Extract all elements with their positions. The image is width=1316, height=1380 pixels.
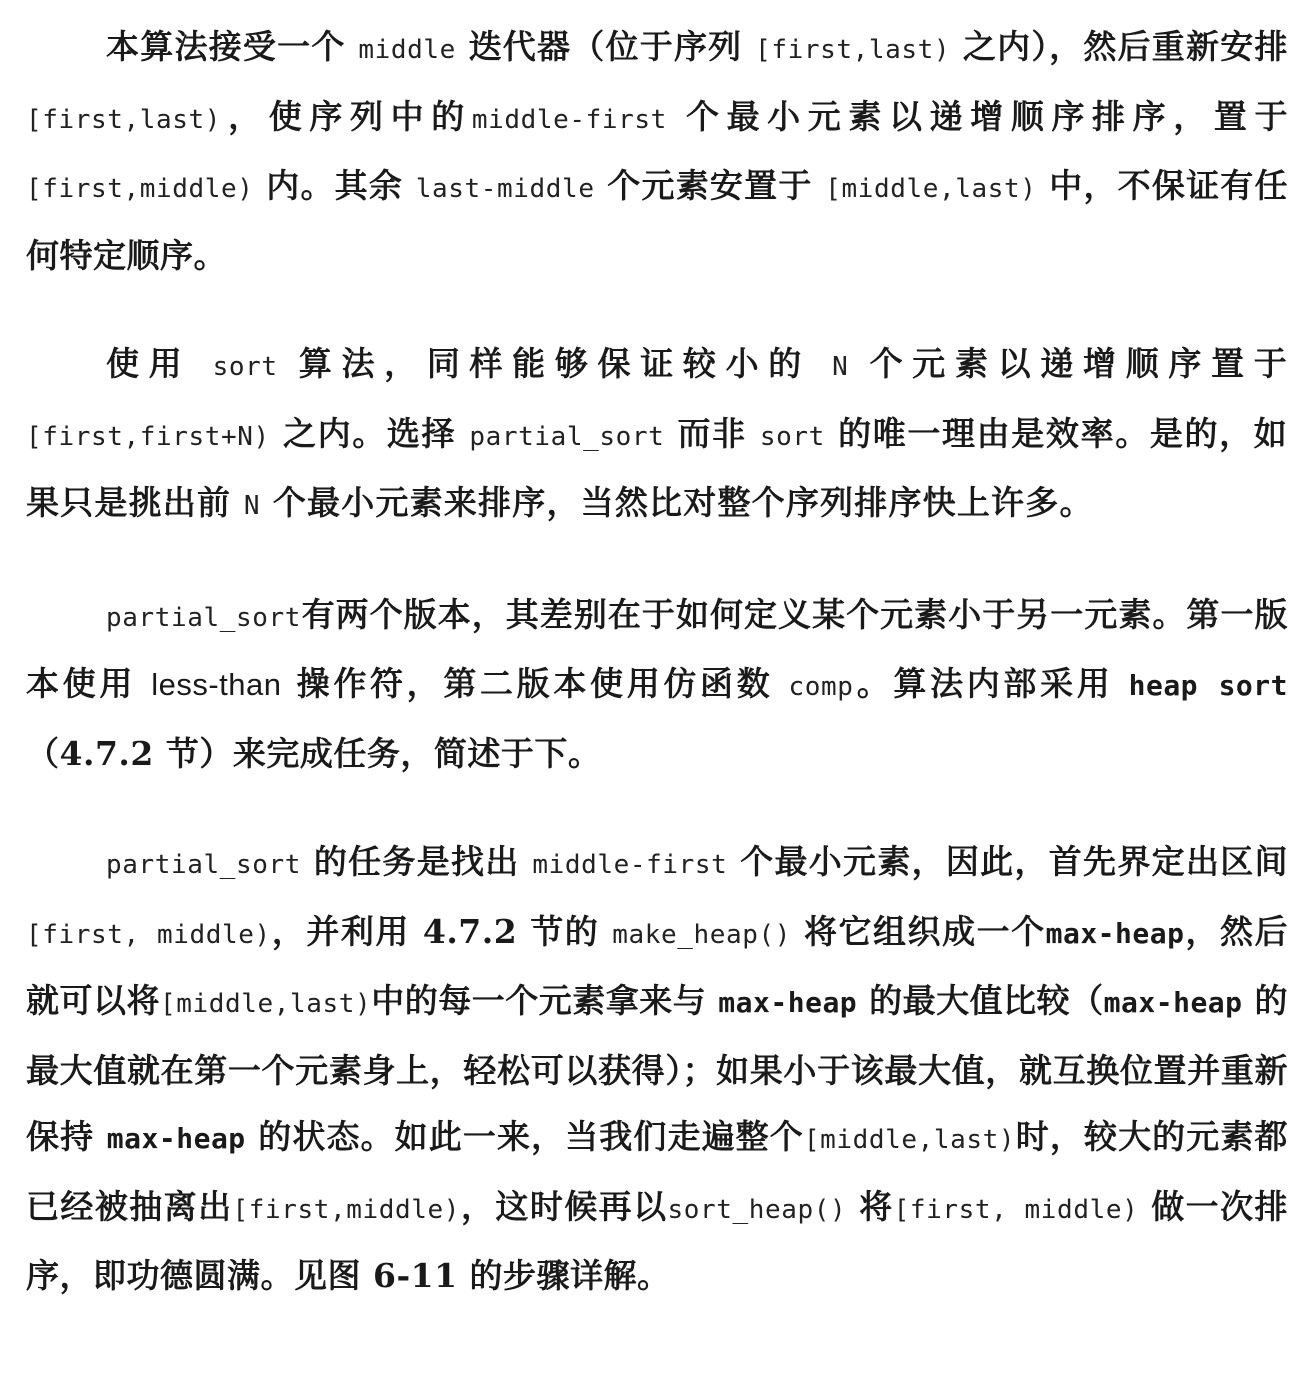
code-term: N: [832, 352, 849, 382]
code-term: sort: [759, 421, 825, 452]
code-term: partial_sort: [106, 602, 302, 633]
text-run: 中的每一个元素拿来与: [371, 981, 719, 1020]
code-term: middle-first: [532, 850, 728, 880]
code-term: [first, middle): [893, 1194, 1139, 1225]
text-run: 的状态。如此一来，当我们走遍整个: [245, 1117, 804, 1156]
keyword-term: max-heap: [106, 1122, 246, 1155]
code-term: [first,middle): [232, 1194, 461, 1225]
keyword-term: max-heap: [1103, 986, 1243, 1019]
text-run: 个最小元素来排序，当然比对整个序列排序快上许多。: [260, 483, 1094, 522]
code-term: middle: [358, 35, 456, 65]
paragraph-1: [26, 14, 1288, 289]
text-run: 个最小元素以递增顺序排序，置于: [666, 96, 1288, 136]
text-run: 将: [846, 1186, 894, 1226]
code-term: sort: [212, 352, 278, 382]
keyword-term: heap sort: [1128, 669, 1288, 702]
text-run: 算法，同样能够保证较小的: [277, 344, 833, 383]
text-run: 的最大值就在第一个元素身上，轻松可以获得）；如果小于该最大值，就互换位置并重新保持: [26, 981, 1289, 1156]
keyword-term: max-heap: [1045, 916, 1185, 950]
text-run: 中，不保证有任何特定顺序。: [26, 166, 1288, 275]
code-term: [middle,last): [803, 1125, 1016, 1155]
code-term: N: [243, 491, 261, 521]
text-run: 之内。选择: [269, 413, 470, 453]
text-run: 迭代器（位于序列: [455, 27, 756, 66]
keyword-term: max-heap: [718, 986, 858, 1019]
code-term: sort_heap(): [667, 1194, 847, 1225]
code-term: [middle,last): [825, 174, 1037, 204]
code-term: [first,last): [755, 35, 951, 65]
code-term: [middle,last): [160, 989, 372, 1019]
latin-term: less-than: [151, 667, 282, 702]
text-run: 做一次排序，即功德圆满。见图 6-11 的步骤详解。: [26, 1186, 1288, 1295]
text-run: ，然后就可以将: [26, 911, 1288, 1020]
text-run: 的唯一理由是效率。是的，如果只是挑出前: [26, 413, 1288, 522]
text-run: 本算法接受一个: [106, 27, 359, 66]
code-term: middle-first: [471, 104, 667, 135]
text-run: 的任务是找出: [301, 842, 533, 881]
code-term: [first,last): [26, 104, 222, 135]
text-run: 将它组织成一个: [791, 911, 1046, 951]
code-term: [first,first+N): [26, 421, 270, 452]
text-run: ，并利用 4.7.2 节的: [270, 911, 613, 951]
text-run: 有两个版本，其差别在于如何定义某个元素小于另一元素。第一版本使用: [26, 594, 1288, 703]
code-term: [first, middle): [26, 919, 271, 950]
text-run: 操作符，第二版本使用仿函数: [281, 664, 789, 703]
text-run: 而非: [664, 413, 760, 453]
text-run: 个最小元素，因此，首先界定出区间: [727, 842, 1288, 881]
paragraph-4: [26, 829, 1288, 1310]
code-term: partial_sort: [469, 421, 665, 452]
text-run: 的最大值比较（: [857, 981, 1104, 1020]
text-run: 内。其余: [253, 166, 416, 205]
document-page: [26, 14, 1288, 1310]
text-run: （4.7.2 节）来完成任务，简述于下。: [26, 733, 602, 773]
text-run: 之内），然后重新安排: [950, 27, 1288, 66]
code-term: partial_sort: [106, 850, 302, 880]
code-term: comp: [788, 672, 854, 702]
text-run: ，使序列中的: [221, 96, 472, 136]
text-run: 时，较大的元素都已经被抽离出: [26, 1117, 1288, 1226]
code-term: make_heap(): [612, 919, 792, 950]
code-term: last-middle: [415, 174, 595, 204]
code-term: [first,middle): [26, 174, 254, 204]
text-run: 个元素安置于: [594, 166, 826, 205]
paragraph-3: [26, 582, 1288, 788]
text-run: 个元素以递增顺序置于: [848, 344, 1288, 383]
text-run: 。算法内部采用: [853, 664, 1129, 703]
text-run: 使用: [106, 344, 213, 383]
text-run: ，这时候再以: [460, 1186, 668, 1226]
paragraph-2: [26, 331, 1288, 540]
